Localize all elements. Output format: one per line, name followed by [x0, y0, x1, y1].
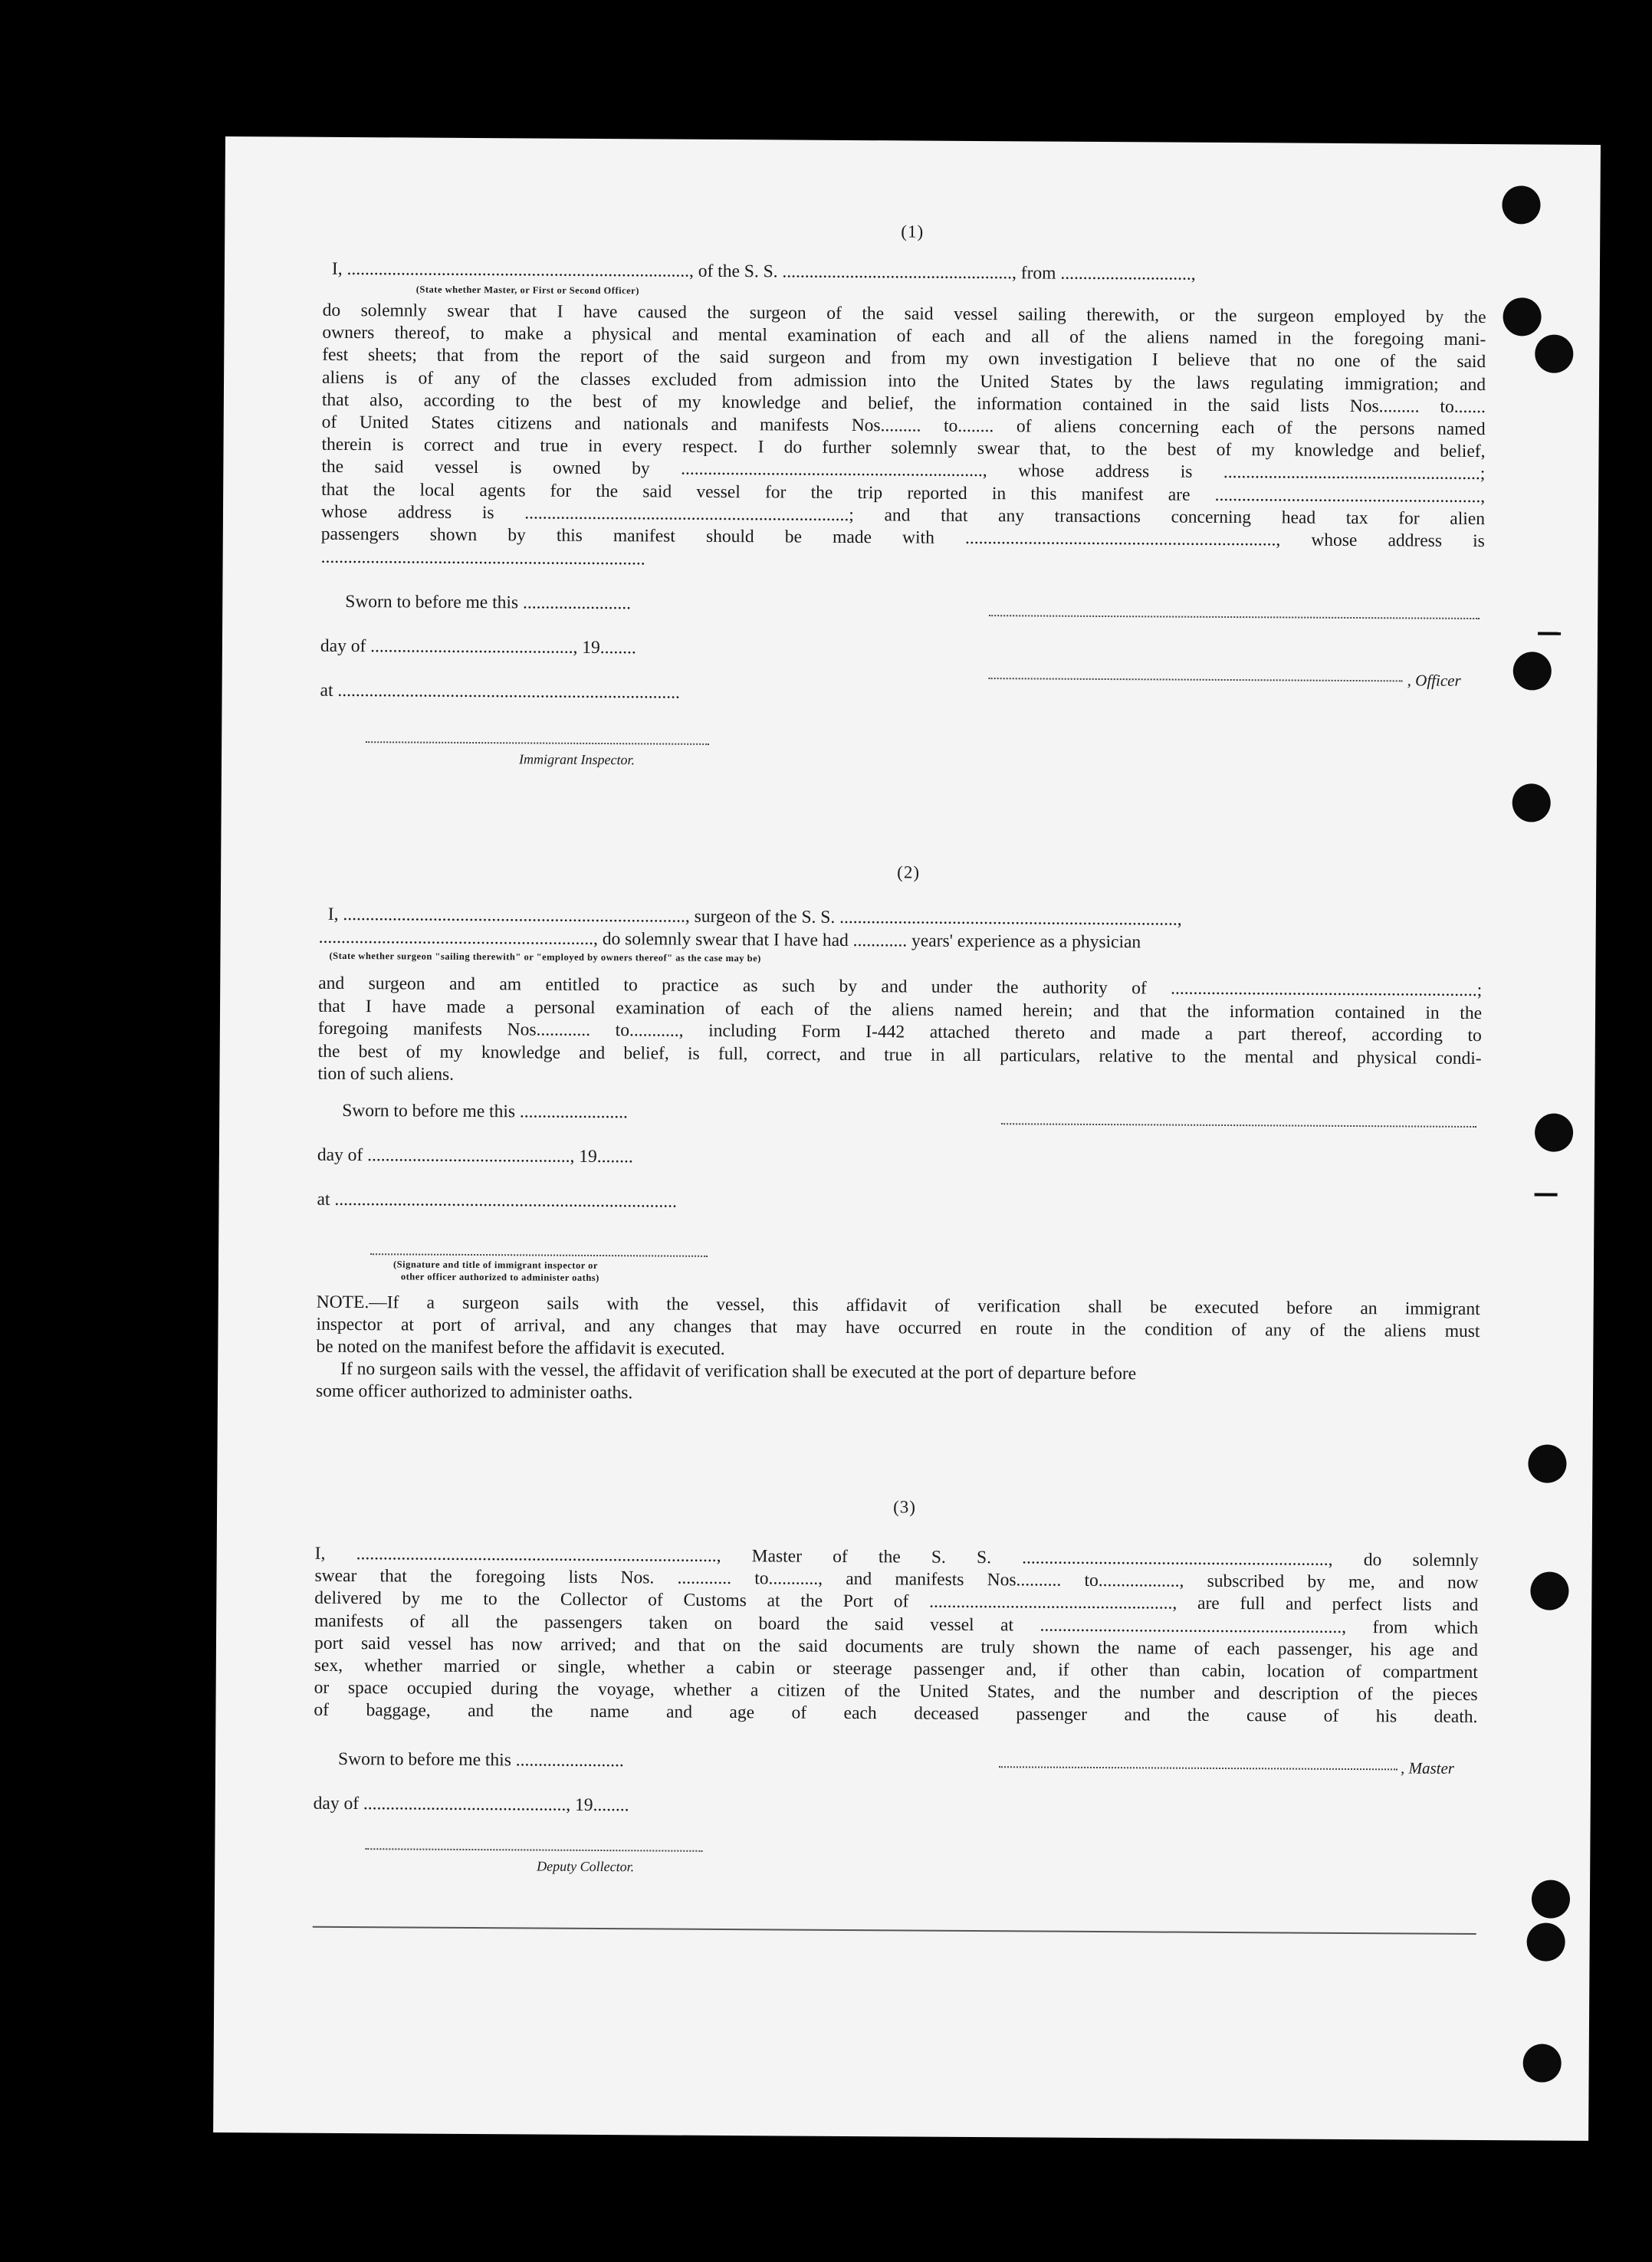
section-3-deputy-signature-line — [365, 1848, 702, 1852]
section-2-second-line: ............................................................., do solemnly swear that I have had ............ years' experience as a physician — [318, 927, 1141, 953]
punch-hole-icon — [1535, 1113, 1573, 1151]
document-page — [213, 136, 1601, 2141]
section-1-sworn-line: Sworn to before me this ........................ — [345, 591, 632, 614]
section-1-text-line: passengers shown by this manifest should be made with ....................................................................., whose address is — [320, 524, 1485, 552]
section-3-text-line: port said vessel has now arrived; and that on the said documents are truly shown the name of each passenger, his age and — [314, 1633, 1479, 1660]
punch-hole-icon — [1528, 1444, 1566, 1482]
section-2-text-line: and surgeon and am entitled to practice as such by and under the authority of ....................................................................; — [318, 973, 1483, 1001]
section-2-note-line: NOTE.—If a surgeon sails with the vessel, this affidavit of verification shall be executed before an immigrant — [316, 1292, 1480, 1320]
section-2-at-line: at ............................................................................ — [317, 1189, 677, 1212]
section-3-text-line: swear that the foregoing lists Nos. ............ to..........., and manifests Nos.......... to.................., subscribed by me, and now — [314, 1565, 1479, 1594]
section-2-text-line: that I have made a personal examination of each of the aliens named herein; and that the information contained in the — [317, 996, 1483, 1023]
punch-hole-icon — [1526, 1922, 1565, 1961]
punch-hole-icon — [1513, 652, 1552, 690]
section-2-note-line-5: some officer authorized to administer oaths. — [315, 1381, 633, 1403]
section-2-inspector-signature-line — [370, 1253, 708, 1257]
section-3-deputy-label: Deputy Collector. — [537, 1858, 635, 1875]
section-2-last-line: tion of such aliens. — [317, 1063, 455, 1085]
section-2-number: (2) — [897, 862, 921, 882]
section-1-officer-note: (State whether Master, or First or Second Officer) — [415, 284, 639, 297]
section-1-text-line: therein is correct and true in every respect. I do further solemnly swear that, to the best of my knowledge and belief, — [321, 434, 1486, 462]
section-1-inspector-label: Immigrant Inspector. — [518, 751, 636, 768]
section-1-text-line: do solemnly swear that I have caused the surgeon of the said vessel sailing therewith, or the surgeon employed by the — [322, 300, 1486, 328]
section-2-day-line: day of ............................................., 19........ — [317, 1144, 633, 1167]
section-2-text-line: the best of my knowledge and belief, is full, correct, and true in all particulars, relative to the mental and physical condi- — [317, 1041, 1482, 1069]
punch-hole-icon — [1502, 185, 1540, 224]
section-1-day-line: day of ............................................., 19........ — [320, 635, 636, 658]
punch-hole-icon — [1523, 2044, 1562, 2082]
section-1-trailing-dots: ........................................................................ — [320, 547, 645, 570]
section-1-text-line: whose address is ........................................................................; and that any transactions concerning head tax for alien — [320, 501, 1486, 529]
section-2-note-line: inspector at port of arrival, and any changes that may have occurred en route in the condition of any of the aliens must — [316, 1314, 1480, 1342]
punch-hole-icon — [1530, 1571, 1568, 1610]
section-3-text-line: delivered by me to the Collector of Customs at the Port of ......................................................, are full and perfect lists and — [314, 1588, 1479, 1616]
section-3-text-line: sex, whether married or single, whether a cabin or steerage passenger and, if other than cabin, location of compartment — [314, 1655, 1478, 1683]
section-2-signature-note-2: other officer authorized to administer oaths) — [400, 1271, 599, 1284]
section-3-master-line — [999, 1766, 1397, 1770]
section-2-signature-note-1: (Signature and title of immigrant inspector or — [392, 1259, 599, 1271]
section-1-officer-line — [989, 678, 1403, 681]
section-3-sworn-line: Sworn to before me this ........................ — [337, 1748, 624, 1771]
section-1-text-line: the said vessel is owned by ..................................................................., whose address is .........................................................; — [321, 457, 1486, 484]
section-1-number: (1) — [901, 222, 925, 241]
section-2-note-line-3: be noted on the manifest before the affidavit is executed. — [316, 1336, 725, 1360]
section-1-text-line: fest sheets; that from the report of the said surgeon and from my own investigation I believe that no one of the said — [322, 345, 1486, 373]
punch-hole-icon — [1532, 1880, 1570, 1918]
section-3-number: (3) — [893, 1497, 917, 1517]
section-1-text-line: aliens is of any of the classes excluded from admission into the United States by the laws regulating immigration; and — [322, 367, 1486, 395]
section-3-text-line: I, ................................................................................, Master of the S. S. ...................................................................., do solemnly — [314, 1543, 1479, 1571]
section-1-at-line: at ............................................................................ — [320, 680, 681, 703]
section-2-signature-line — [1001, 1123, 1476, 1128]
section-1-signature-line — [989, 615, 1480, 619]
section-1-text-line: of United States citizens and nationals and manifests Nos......... to........ of aliens concerning each of the persons named — [321, 412, 1486, 440]
margin-mark-icon — [1535, 1193, 1558, 1196]
section-3-text-line: of baggage, and the name and age of each deceased passenger and the cause of his death. — [314, 1700, 1478, 1728]
section-2-surgeon-note: (State whether surgeon "sailing therewith" or "employed by owners thereof" as the case may be) — [329, 950, 761, 964]
section-3-day-line: day of ............................................., 19........ — [313, 1793, 629, 1816]
section-3-master-label: , Master — [1400, 1758, 1455, 1778]
section-1-inspector-signature-line — [366, 741, 709, 745]
section-2-note-line-4: If no surgeon sails with the vessel, the affidavit of verification shall be executed at the port of departure before — [340, 1358, 1137, 1384]
bottom-rule — [313, 1926, 1476, 1935]
margin-mark-icon — [1538, 632, 1561, 635]
section-1-text-line: that the local agents for the said vessel for the trip reported in this manifest are ..........................................................., — [321, 479, 1486, 507]
punch-hole-icon — [1535, 334, 1573, 373]
section-3-text-line: manifests of all the passengers taken on board the said vessel at ..................................................................., from which — [314, 1610, 1479, 1638]
section-1-text-line: that also, according to the best of my knowledge and belief, the information contained in the said lists Nos......... to....... — [321, 389, 1486, 417]
section-2-text-line: foregoing manifests Nos............ to..........., including Form I-442 attached thereto and made a part thereof, according to — [317, 1018, 1482, 1046]
section-2-sworn-line: Sworn to before me this ........................ — [342, 1100, 629, 1123]
section-1-first-line: I, ............................................................................, of the S. S. ..................................................., from ............................., — [331, 258, 1196, 284]
section-1-officer-label: , Officer — [1407, 671, 1461, 690]
punch-hole-icon — [1512, 783, 1551, 822]
section-2-first-line: I, ............................................................................, surgeon of the S. S. ..........................................................................., — [327, 904, 1182, 930]
punch-hole-icon — [1503, 297, 1541, 336]
section-3-text-line: or space occupied during the voyage, whether a citizen of the United States, and the number and description of the pieces — [314, 1677, 1478, 1706]
section-1-text-line: owners thereof, to make a physical and mental examination of each and all of the aliens named in the foregoing mani- — [322, 322, 1486, 350]
